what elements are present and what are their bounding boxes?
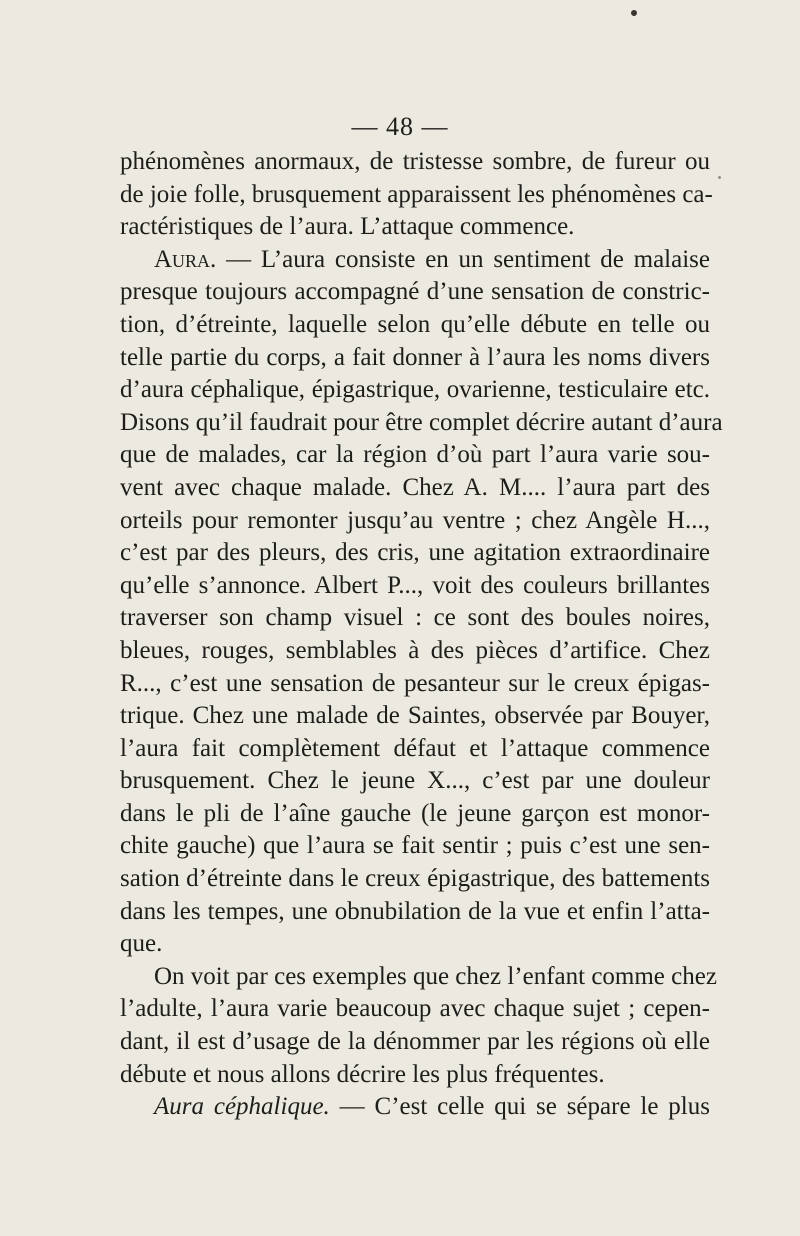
text-line: traverser son champ visuel : ce sont des boules noires, — [120, 604, 710, 632]
page-number: — 48 — — [351, 112, 449, 141]
text-line: dans les tempes, une obnubilation de la vue et enfin l’atta- — [120, 897, 710, 925]
ink-speck — [718, 176, 721, 179]
text-line: l’adulte, l’aura varie beaucoup avec chaque sujet ; cepen- — [120, 995, 710, 1023]
text-line: que de malades, car la région d’où part l’aura varie sou- — [120, 441, 710, 469]
text-line: bleues, rouges, semblables à des pièces d’artifice. Chez — [120, 636, 710, 664]
body-text — [120, 146, 723, 1124]
text-line: R..., c’est une sensation de pesanteur sur le creux épigas- — [120, 669, 710, 697]
text-line: telle partie du corps, a fait donner à l’aura les noms divers — [120, 343, 710, 371]
text-line — [120, 244, 710, 277]
section-lead: Aura. — [154, 245, 217, 273]
section-lead: Aura céphalique. — [154, 1093, 330, 1121]
text-line: tion, d’étreinte, laquelle selon qu’elle débute en telle ou — [120, 310, 710, 338]
text-line: presque toujours accompagné d’une sensation de constric- — [120, 278, 710, 306]
text-line: chite gauche) que l’aura se fait sentir ; puis c’est une sen- — [120, 832, 710, 860]
section-text: — C’est celle qui se sépare le plus — [329, 1093, 710, 1121]
text-line: sation d’étreinte dans le creux épigastrique, des battements — [120, 865, 710, 893]
text-line: On voit par ces exemples que chez l’enfant comme chez — [154, 962, 717, 990]
text-line: brusquement. Chez le jeune X..., c’est par une douleur — [120, 767, 710, 795]
ink-speck — [631, 10, 637, 16]
text-line: Disons qu’il faudrait pour être complet décrire autant d’aura — [120, 408, 723, 436]
text-line: trique. Chez une malade de Saintes, observée par Bouyer, — [120, 702, 710, 730]
text-line: orteils pour remonter jusqu’au ventre ; chez Angèle H..., — [120, 506, 710, 534]
text-line: débute et nous allons décrire les plus fréquentes. — [120, 1060, 605, 1088]
text-line: vent avec chaque malade. Chez A. M.... l’aura part des — [120, 473, 710, 501]
text-line: dans le pli de l’aîne gauche (le jeune garçon est monor- — [120, 799, 710, 827]
text-line: qu’elle s’annonce. Albert P..., voit des couleurs brillantes — [120, 571, 710, 599]
text-line: de joie folle, brusquement apparaissent les phénomènes ca- — [120, 180, 713, 208]
text-line: d’aura céphalique, épigastrique, ovarienne, testiculaire etc. — [120, 376, 710, 404]
section-text: — L’aura consiste en un sentiment de malaise — [216, 245, 710, 273]
text-line: c’est par des pleurs, des cris, une agitation extraordinaire — [120, 539, 710, 567]
text-line: phénomènes anormaux, de tristesse sombre, de fureur ou — [120, 148, 710, 175]
text-line: que. — [120, 930, 163, 958]
text-line: ractéristiques de l’aura. L’attaque commence. — [120, 213, 575, 241]
text-line: dant, il est d’usage de la dénommer par les régions où elle — [120, 1028, 710, 1056]
text-line — [120, 1091, 710, 1124]
text-line: l’aura fait complètement défaut et l’attaque commence — [120, 734, 710, 762]
